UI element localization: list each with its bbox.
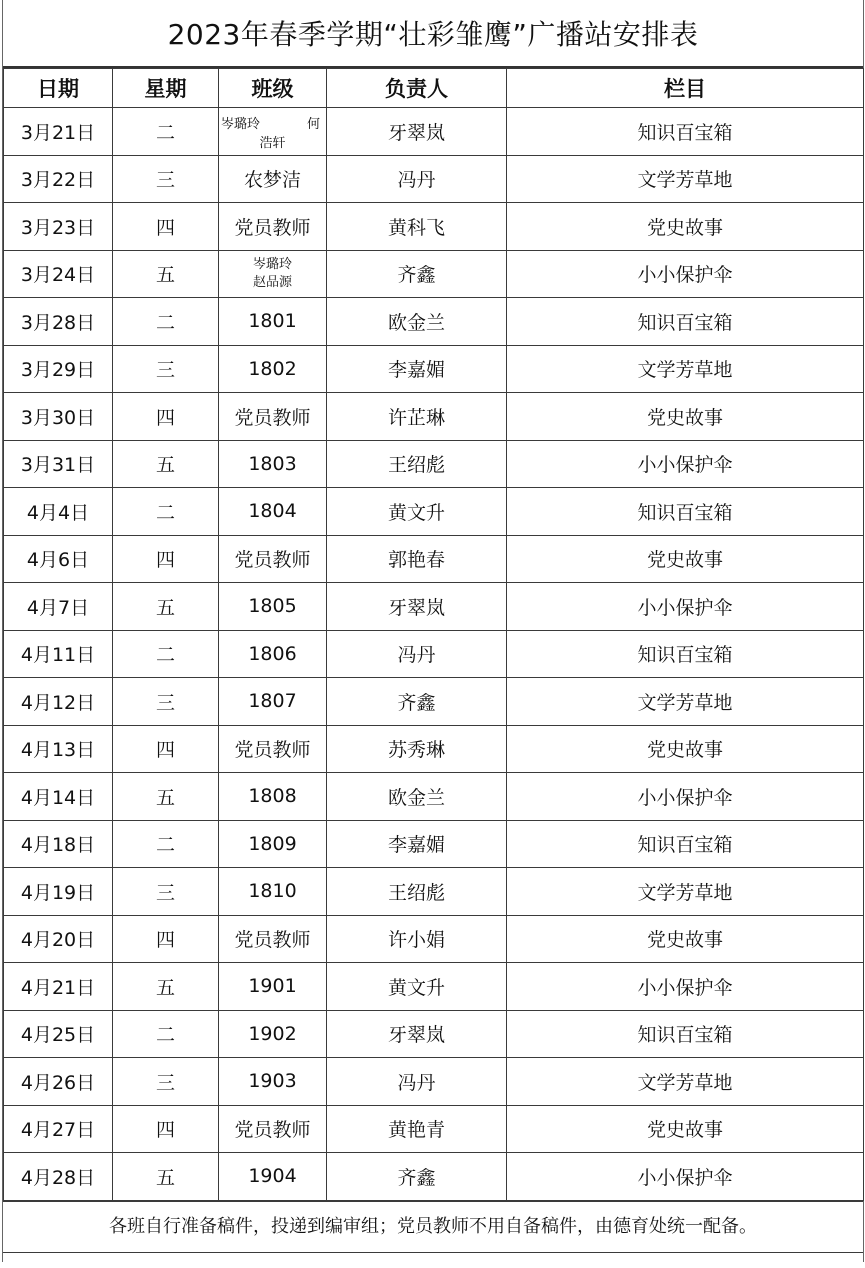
table-row [4,440,864,488]
table-row [4,108,864,156]
class-cell: 党员教师 [219,915,327,963]
table-row [4,345,864,393]
header-date: 日期 [4,69,113,108]
date-cell: 3月24日 [4,250,113,298]
table-row [4,488,864,536]
weekday-cell: 二 [113,820,219,868]
table-row [4,915,864,963]
owner-cell: 黄艳青 [327,1105,507,1153]
table-row [4,1010,864,1058]
owner-cell: 王绍彪 [327,868,507,916]
table-row [4,1058,864,1106]
date-cell: 4月20日 [4,915,113,963]
column-cell: 知识百宝箱 [507,1010,864,1058]
owner-cell: 苏秀琳 [327,725,507,773]
owner-cell: 齐鑫 [327,1153,507,1201]
table-row [4,963,864,1011]
date-cell: 4月28日 [4,1153,113,1201]
class-name-line: 赵品源 [252,274,292,290]
column-cell: 文学芳草地 [507,1058,864,1106]
table-row [4,1105,864,1153]
column-cell: 文学芳草地 [507,345,864,393]
owner-cell: 牙翠岚 [327,1010,507,1058]
owner-cell: 冯丹 [327,155,507,203]
weekday-cell: 四 [113,535,219,583]
date-cell: 4月11日 [4,630,113,678]
owner-cell: 许芷琳 [327,393,507,441]
header-class: 班级 [219,69,327,108]
weekday-cell: 五 [113,1153,219,1201]
class-name-line: 岑璐玲 [252,256,292,272]
column-cell: 知识百宝箱 [507,820,864,868]
weekday-cell: 三 [113,1058,219,1106]
column-cell: 小小保护伞 [507,250,864,298]
header-column: 栏目 [507,69,864,108]
owner-cell: 欧金兰 [327,773,507,821]
class-cell: 1808 [219,773,327,821]
class-cell: 党员教师 [219,725,327,773]
weekday-cell: 三 [113,155,219,203]
class-cell: 1903 [219,1058,327,1106]
column-cell: 知识百宝箱 [507,298,864,346]
column-cell: 文学芳草地 [507,678,864,726]
column-cell: 小小保护伞 [507,963,864,1011]
column-cell: 小小保护伞 [507,773,864,821]
owner-cell: 冯丹 [327,1058,507,1106]
date-cell: 3月22日 [4,155,113,203]
weekday-cell: 三 [113,678,219,726]
weekday-cell: 二 [113,630,219,678]
column-cell: 党史故事 [507,725,864,773]
weekday-cell: 二 [113,488,219,536]
date-cell: 3月29日 [4,345,113,393]
owner-cell: 欧金兰 [327,298,507,346]
date-cell: 4月18日 [4,820,113,868]
column-cell: 小小保护伞 [507,1153,864,1201]
weekday-cell: 四 [113,725,219,773]
owner-cell: 牙翠岚 [327,108,507,156]
table-row [4,250,864,298]
class-cell: 1804 [219,488,327,536]
owner-cell: 齐鑫 [327,678,507,726]
column-cell: 党史故事 [507,1105,864,1153]
page-title: 2023年春季学期“壮彩雏鹰”广播站安排表 [3,0,863,68]
owner-cell: 冯丹 [327,630,507,678]
table-row [4,393,864,441]
owner-cell: 黄文升 [327,963,507,1011]
class-cell: 1904 [219,1153,327,1201]
class-cell: 党员教师 [219,203,327,251]
footer-note: 各班自行准备稿件，投递到编审组；党员教师不用自备稿件，由德育处统一配备。 [3,1201,863,1253]
date-cell: 4月27日 [4,1105,113,1153]
date-cell: 3月21日 [4,108,113,156]
column-cell: 文学芳草地 [507,868,864,916]
class-cell: 党员教师 [219,1105,327,1153]
table-row [4,678,864,726]
schedule-table [3,68,864,1201]
weekday-cell: 二 [113,298,219,346]
owner-cell: 黄科飞 [327,203,507,251]
owner-cell: 李嘉媚 [327,345,507,393]
date-cell: 4月6日 [4,535,113,583]
class-cell: 1806 [219,630,327,678]
weekday-cell: 四 [113,393,219,441]
weekday-cell: 五 [113,250,219,298]
weekday-cell: 五 [113,440,219,488]
class-cell: 1801 [219,298,327,346]
class-cell: 1807 [219,678,327,726]
class-cell: 1802 [219,345,327,393]
owner-cell: 郭艳春 [327,535,507,583]
date-cell: 3月31日 [4,440,113,488]
date-cell: 4月4日 [4,488,113,536]
class-cell: 1803 [219,440,327,488]
schedule-sheet [2,0,864,1262]
table-row [4,773,864,821]
class-cell: 1901 [219,963,327,1011]
owner-cell: 许小娟 [327,915,507,963]
table-row [4,868,864,916]
owner-cell: 齐鑫 [327,250,507,298]
weekday-cell: 三 [113,345,219,393]
column-cell: 知识百宝箱 [507,630,864,678]
header-weekday: 星期 [113,69,219,108]
class-cell: 1809 [219,820,327,868]
date-cell: 3月23日 [4,203,113,251]
date-cell: 4月26日 [4,1058,113,1106]
column-cell: 党史故事 [507,535,864,583]
class-cell: 1805 [219,583,327,631]
weekday-cell: 四 [113,1105,219,1153]
class-cell: 1902 [219,1010,327,1058]
table-row [4,583,864,631]
date-cell: 4月25日 [4,1010,113,1058]
class-cell [219,250,327,298]
column-cell: 小小保护伞 [507,440,864,488]
header-owner: 负责人 [327,69,507,108]
class-name-line: 何 [306,117,320,133]
weekday-cell: 五 [113,963,219,1011]
table-row [4,298,864,346]
table-row [4,203,864,251]
weekday-cell: 五 [113,583,219,631]
column-cell: 知识百宝箱 [507,108,864,156]
date-cell: 4月7日 [4,583,113,631]
date-cell: 4月21日 [4,963,113,1011]
weekday-cell: 四 [113,203,219,251]
owner-cell: 王绍彪 [327,440,507,488]
class-name-line: 岑璐玲 [221,117,261,133]
owner-cell: 牙翠岚 [327,583,507,631]
date-cell: 4月19日 [4,868,113,916]
class-cell: 农梦洁 [219,155,327,203]
date-cell: 3月28日 [4,298,113,346]
schedule-body [4,108,864,1201]
table-row [4,1153,864,1201]
date-cell: 4月13日 [4,725,113,773]
class-cell: 1810 [219,868,327,916]
weekday-cell: 二 [113,1010,219,1058]
table-row [4,630,864,678]
date-cell: 3月30日 [4,393,113,441]
table-row [4,535,864,583]
column-cell: 小小保护伞 [507,583,864,631]
column-cell: 文学芳草地 [507,155,864,203]
weekday-cell: 二 [113,108,219,156]
class-cell: 党员教师 [219,535,327,583]
class-cell: 党员教师 [219,393,327,441]
header-row [4,69,864,108]
column-cell: 党史故事 [507,393,864,441]
class-name-line: 浩轩 [259,136,286,152]
column-cell: 党史故事 [507,203,864,251]
weekday-cell: 五 [113,773,219,821]
owner-cell: 黄文升 [327,488,507,536]
table-row [4,820,864,868]
table-row [4,155,864,203]
date-cell: 4月12日 [4,678,113,726]
column-cell: 知识百宝箱 [507,488,864,536]
column-cell: 党史故事 [507,915,864,963]
weekday-cell: 四 [113,915,219,963]
owner-cell: 李嘉媚 [327,820,507,868]
date-cell: 4月14日 [4,773,113,821]
weekday-cell: 三 [113,868,219,916]
class-cell [219,108,327,156]
table-row [4,725,864,773]
